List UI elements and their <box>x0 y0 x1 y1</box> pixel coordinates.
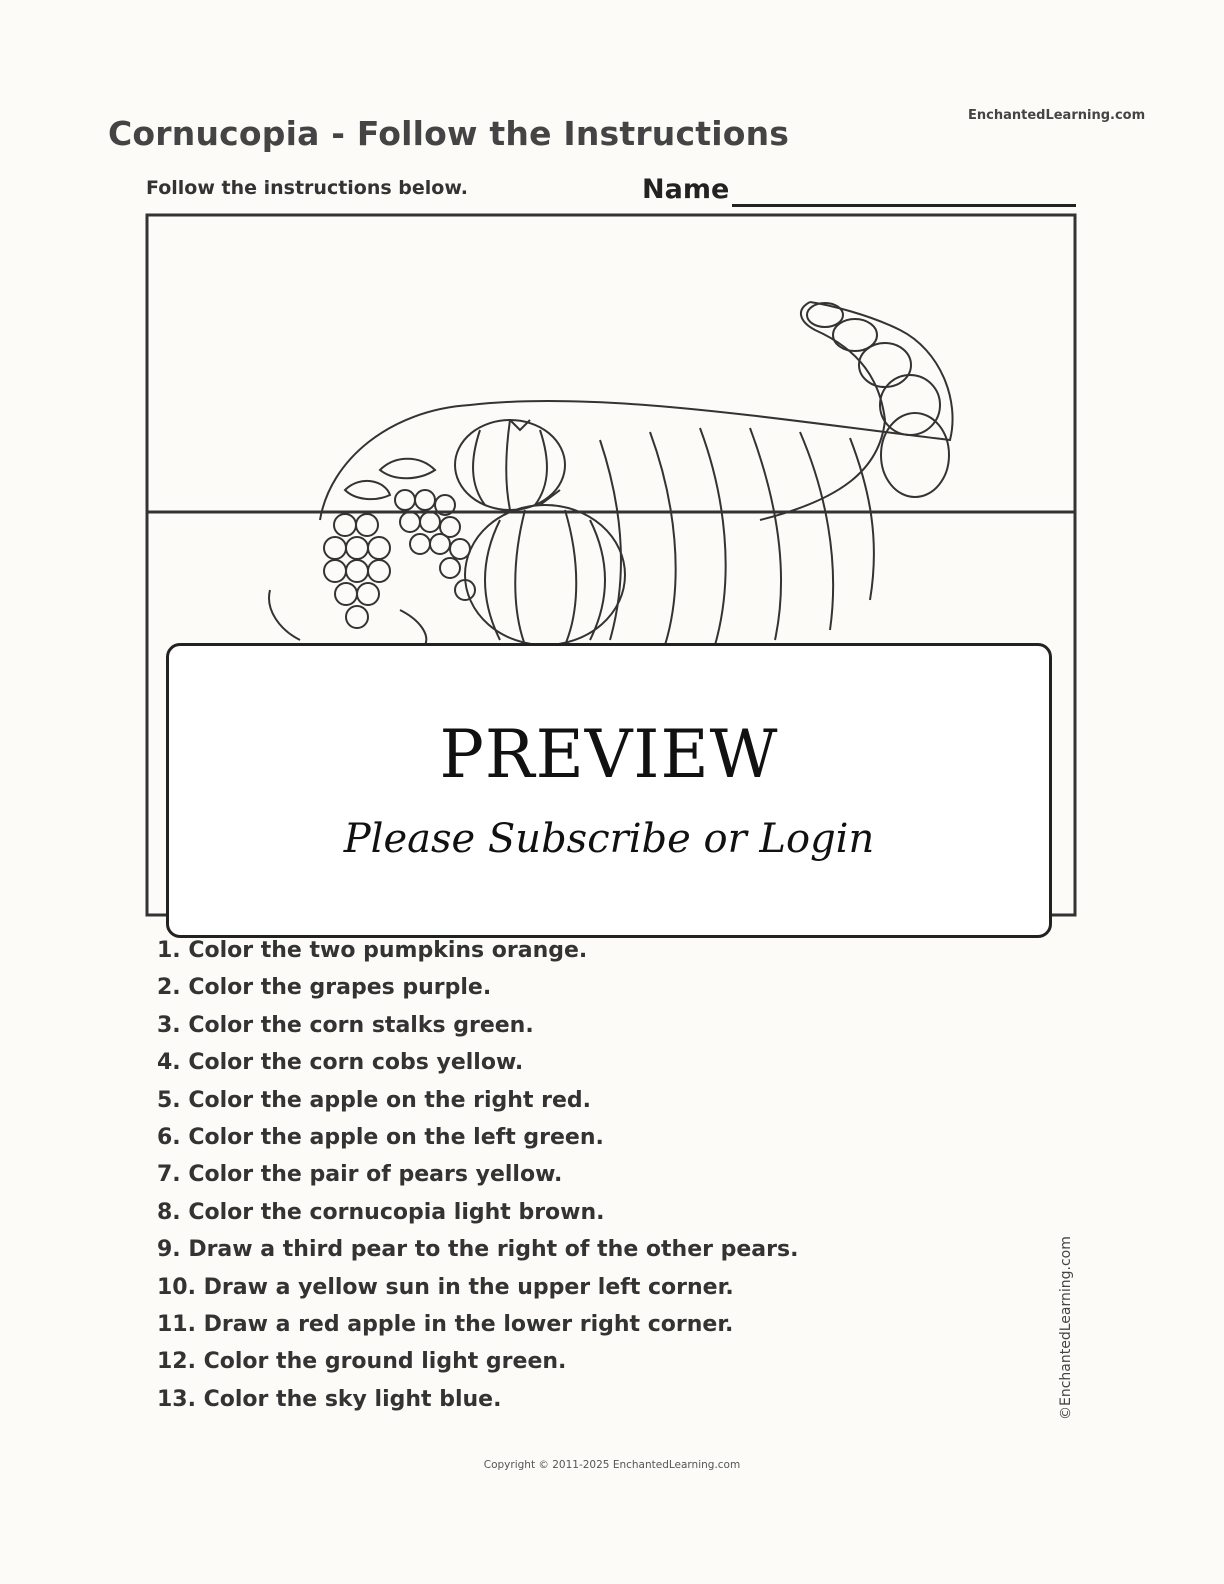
instruction-item: 12. Color the ground light green. <box>157 1349 567 1375</box>
cornucopia-drawing <box>269 302 953 645</box>
preview-title: PREVIEW <box>439 716 779 793</box>
instruction-item: 3. Color the corn stalks green. <box>157 1012 534 1038</box>
site-label: EnchantedLearning.com <box>968 108 1146 123</box>
instruction-item: 8. Color the cornucopia light brown. <box>157 1199 605 1225</box>
instruction-item: 10. Draw a yellow sun in the upper left corner. <box>157 1274 734 1300</box>
instruction-item: 11. Draw a red apple in the lower right corner. <box>157 1311 734 1337</box>
instruction-item: 13. Color the sky light blue. <box>157 1386 502 1412</box>
name-line <box>732 204 1076 207</box>
vertical-credit: ©EnchantedLearning.com <box>1058 1236 1074 1420</box>
page-title: Cornucopia - Follow the Instructions <box>108 114 790 153</box>
instruction-item: 6. Color the apple on the left green. <box>157 1124 604 1150</box>
subscribe-login-prompt[interactable]: Please Subscribe or Login <box>343 816 875 862</box>
instruction-item: 1. Color the two pumpkins orange. <box>157 938 588 963</box>
instructions-list <box>157 932 798 1418</box>
worksheet-subtitle: Follow the instructions below. <box>146 177 468 199</box>
instruction-item: 2. Color the grapes purple. <box>157 975 492 1001</box>
name-label: Name <box>642 174 730 205</box>
instruction-item: 4. Color the corn cobs yellow. <box>157 1050 524 1076</box>
instruction-item: 7. Color the pair of pears yellow. <box>157 1162 563 1188</box>
instruction-item: 5. Color the apple on the right red. <box>157 1087 592 1113</box>
copyright-footer: Copyright © 2011-2025 EnchantedLearning.com <box>483 1459 741 1471</box>
grape-leaf <box>380 459 435 479</box>
instruction-item: 9. Draw a third pear to the right of the other pears. <box>157 1237 799 1263</box>
preview-overlay <box>166 643 1052 938</box>
grapes <box>324 490 475 628</box>
